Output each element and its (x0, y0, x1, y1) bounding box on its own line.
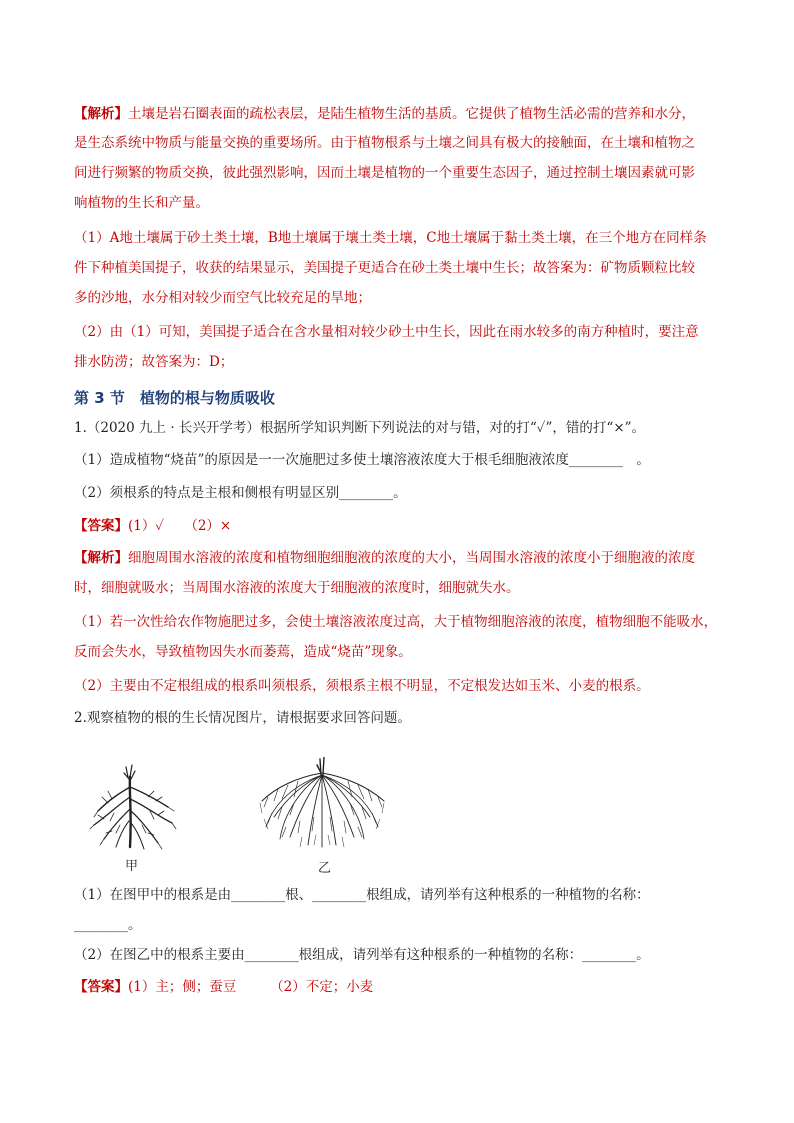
question-1-analysis: （1）若一次性给农作物施肥过多，会使土壤溶液浓度过高，大于植物细胞溶液的浓度，植物细胞不能吸水， (74, 614, 718, 630)
question-1-statement-2: （2）须根系的特点是主根和侧根有明显区别________。 (74, 485, 407, 501)
question-1-analysis: 时，细胞就吸水；当周围水溶液的浓度大于细胞液的浓度时，细胞就失水。 (74, 580, 520, 596)
section-title: 第 3 节 植物的根与物质吸收 (74, 389, 275, 407)
taproot-figure (88, 763, 178, 851)
question-1-statement-1: （1）造成植物“烧苗”的原因是一一次施肥过多使土壤溶液浓度大于根毛细胞液浓度________ 。 (74, 452, 650, 468)
question-1-answer: 【答案】(1）✓ （2）× (74, 518, 232, 534)
question-2-stem: 2.观察植物的根的生长情况图片，请根据要求回答问题。 (74, 710, 411, 726)
analysis-line: （1）A地土壤属于砂土类土壤，B地土壤属于壤土类土壤，C地土壤属于黏土类土壤，在三个地方在同样条 (74, 230, 707, 246)
analysis-line: 间进行频繁的物质交换，彼此强烈影响，因而土壤是植物的一个重要生态因子，通过控制土壤因素就可影 (74, 165, 695, 181)
fibrous-root-figure (258, 757, 388, 849)
question-2-statement-1-blank: ________。 (74, 917, 142, 933)
question-2-answer: 【答案】(1）主；侧；蚕豆 （2）不定；小麦 (74, 979, 374, 995)
question-2-statement-1: （1）在图甲中的根系是由________根、________根组成，请列举有这种根系的一种植物的名称： (74, 887, 650, 903)
analysis-line: 排水防涝；故答案为：D； (74, 354, 234, 370)
analysis-line: 是生态系统中物质与能量交换的重要场所。由于植物根系与土壤之间具有极大的接触面，在土壤和植物之 (74, 135, 695, 151)
analysis-line: （2）由（1）可知，美国提子适合在含水量相对较少砂土中生长，因此在雨水较多的南方种植时，要注意 (74, 324, 699, 340)
analysis-line: 【解析】土壤是岩石圈表面的疏松表层，是陆生植物生活的基质。它提供了植物生活必需的营养和水分， (74, 106, 695, 122)
figure-caption-b: 乙 (318, 861, 332, 876)
analysis-tag: 【解析】 (74, 106, 128, 122)
analysis-line: 件下种植美国提子，收获的结果显示，美国提子更适合在砂土类土壤中生长；故答案为：矿物质颗粒比较 (74, 260, 695, 276)
question-1-stem: 1.（2020 九上 · 长兴开学考）根据所学知识判断下列说法的对与错，对的打“✓”，错的打“×”。 (74, 420, 646, 436)
question-2-statement-2: （2）在图乙中的根系主要由________根组成，请列举有这种根系的一种植物的名称：________。 (74, 947, 650, 963)
figure-caption-a: 甲 (125, 859, 139, 874)
question-1-analysis: 反而会失水，导致植物因失水而萎蔫，造成“烧苗”现象。 (74, 644, 412, 660)
question-1-analysis: （2）主要由不定根组成的根系叫须根系，须根系主根不明显，不定根发达如玉米、小麦的根系。 (74, 678, 650, 694)
analysis-line: 响植物的生长和产量。 (74, 195, 209, 211)
analysis-line: 多的沙地，水分相对较少而空气比较充足的旱地； (74, 290, 371, 306)
question-1-analysis: 【解析】细胞周围水溶液的浓度和植物细胞细胞液的浓度的大小，当周围水溶液的浓度小于细胞液的浓度 (74, 550, 695, 566)
